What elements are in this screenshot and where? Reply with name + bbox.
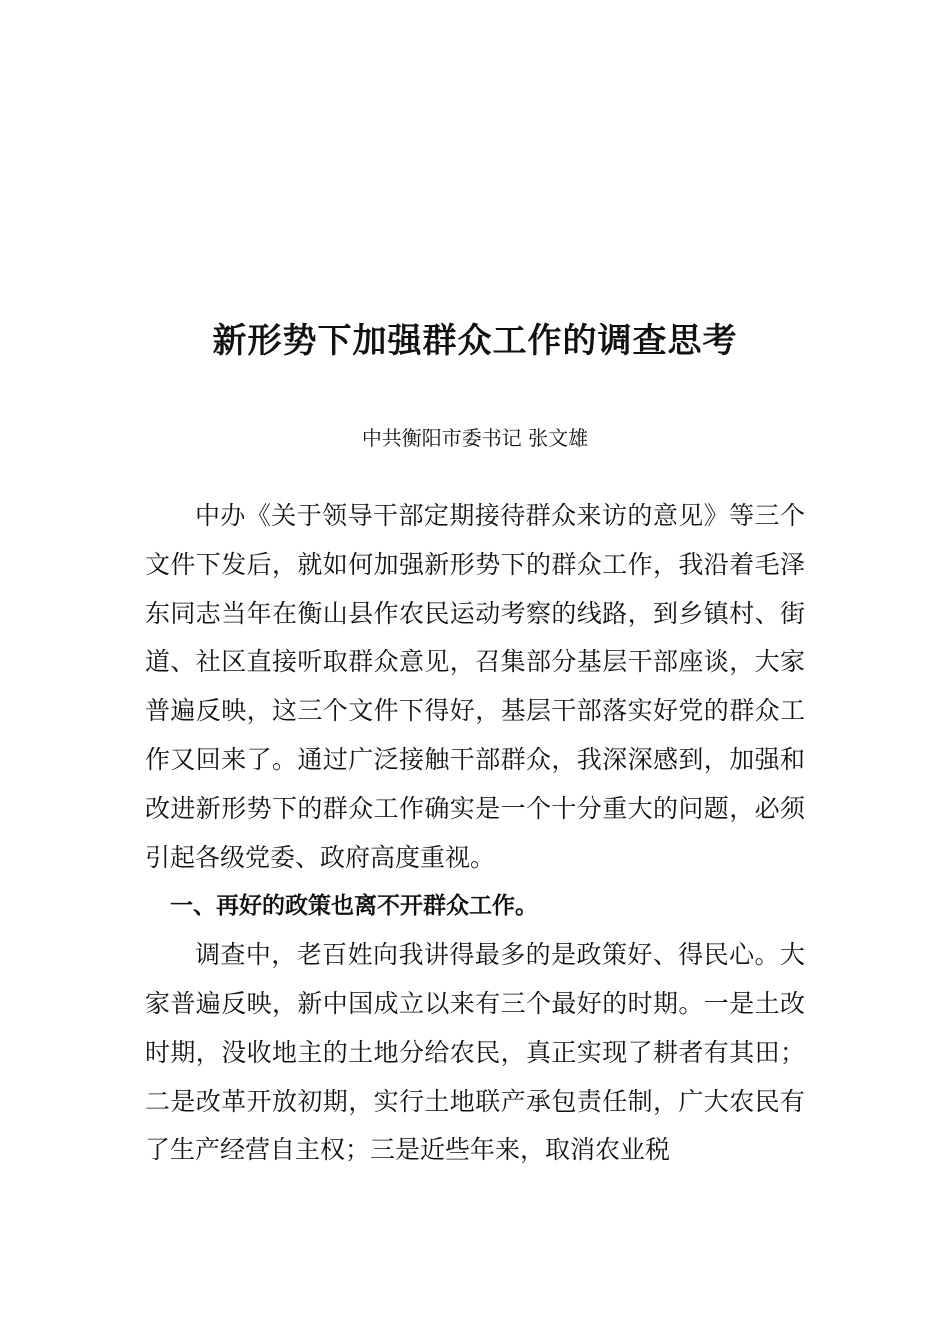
section-heading: 一、再好的政策也离不开群众工作。: [170, 893, 538, 920]
body-paragraph: 中办《关于领导干部定期接待群众来访的意见》等三个文件下发后，就如何加强新形势下的群众工作，我沿着毛泽东同志当年在衡山县作农民运动考察的线路，到乡镇村、街道、社区直接听取群众意见，召集部分基层干部座谈，大家普遍反映，这三个文件下得好，基层干部落实好党的群众工作又回来了。通过广泛接触干部群众，我深深感到，加强和改进新形势下的群众工作确实是一个十分重大的问题，必须引起各级党委、政府高度重视。: [145, 501, 805, 872]
body-paragraph: 调查中，老百姓向我讲得最多的是政策好、得民心。大家普遍反映，新中国成立以来有三个最好的时期。一是土改时期，没收地主的土地分给农民，真正实现了耕者有其田；二是改革开放初期，实行土地联产承包责任制，广大农民有了生产经营自主权；三是近些年来，取消农业税: [145, 940, 805, 1165]
document-body: [145, 492, 805, 1175]
author-byline: 中共衡阳市委书记 张文雄: [361, 426, 589, 450]
document-title: 新形势下加强群众工作的调查思考: [212, 321, 738, 361]
